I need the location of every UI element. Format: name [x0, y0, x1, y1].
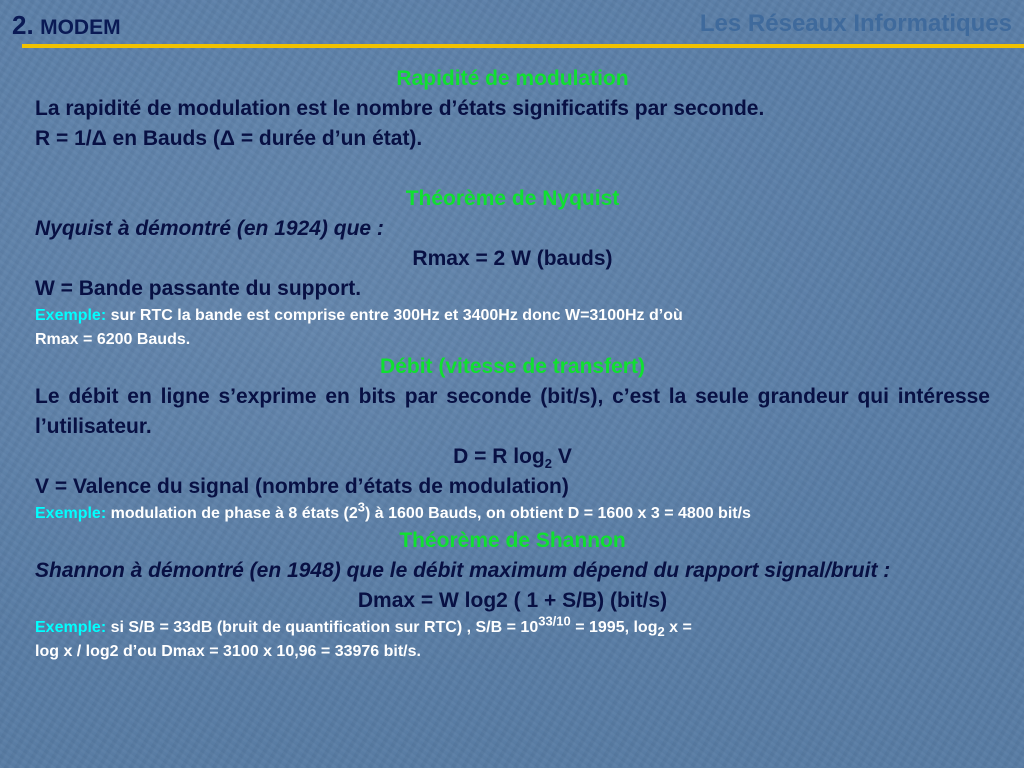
section-number: 2.	[12, 10, 34, 40]
nyquist-formula: Rmax = 2 W (bauds)	[412, 247, 613, 270]
modulation-definition: La rapidité de modulation est le nombre d’états significatifs par seconde.	[35, 97, 765, 120]
example-text: ) à 1600 Bauds, on obtient D = 1600 x 3 = 4800 bit/s	[365, 505, 751, 522]
example-text: si S/B = 33dB (bruit de quantification sur RTC) , S/B = 10	[106, 619, 539, 636]
modulation-heading: Rapidité de modulation	[396, 67, 629, 90]
example-text: = 1995, log	[570, 619, 658, 636]
debit-text: Le débit en ligne s’exprime en bits par seconde (bit/s), c’est la seule grandeur qui intéresse l’utilisateur.	[35, 385, 990, 438]
shannon-formula: Dmax = W log2 ( 1 + S/B) (bit/s)	[357, 589, 668, 612]
example-subscript: 2	[657, 624, 665, 640]
header-divider	[22, 44, 1024, 48]
formula-part: V	[551, 445, 572, 468]
debit-definition: V = Valence du signal (nombre d’états de modulation)	[35, 475, 569, 498]
slide-header	[0, 0, 1024, 46]
shannon-heading: Théorème de Shannon	[399, 529, 626, 552]
example-text: x =	[664, 619, 692, 636]
nyquist-intro: Nyquist à démontré (en 1924) que :	[35, 217, 384, 240]
nyquist-example-result: Rmax = 6200 Bauds.	[35, 331, 191, 348]
shannon-example-result: log x / log2 d’ou Dmax = 3100 x 10,96 = 33976 bit/s.	[35, 643, 421, 660]
example-label: Exemple:	[35, 505, 107, 522]
debit-example	[35, 499, 990, 526]
course-title: Les Réseaux Informatiques	[699, 10, 1012, 37]
formula-part: D = R log	[453, 445, 545, 468]
spacer	[35, 154, 990, 184]
nyquist-definition: W = Bande passante du support.	[35, 277, 362, 300]
shannon-text: Shannon à démontré (en 1948) que le débit maximum dépend du rapport signal/bruit :	[35, 559, 891, 582]
debit-heading: Débit (vitesse de transfert)	[380, 355, 645, 378]
example-text: modulation de phase à 8 états (2	[106, 505, 358, 522]
modulation-formula: R = 1/Δ en Bauds (Δ = durée d’un état).	[35, 127, 423, 150]
nyquist-heading: Théorème de Nyquist	[405, 187, 620, 210]
example-text: sur RTC la bande est comprise entre 300Hz et 3400Hz donc W=3100Hz d’où	[106, 307, 683, 324]
debit-formula	[35, 442, 990, 472]
example-label: Exemple:	[35, 619, 107, 636]
slide-content	[35, 64, 990, 664]
example-superscript: 33/10	[538, 613, 571, 629]
example-superscript: 3	[357, 499, 365, 515]
example-label: Exemple:	[35, 307, 107, 324]
formula-subscript: 2	[544, 456, 552, 472]
shannon-example	[35, 613, 990, 640]
section-label: MODEM	[40, 16, 121, 39]
nyquist-example	[35, 304, 990, 328]
section-title	[12, 10, 121, 41]
